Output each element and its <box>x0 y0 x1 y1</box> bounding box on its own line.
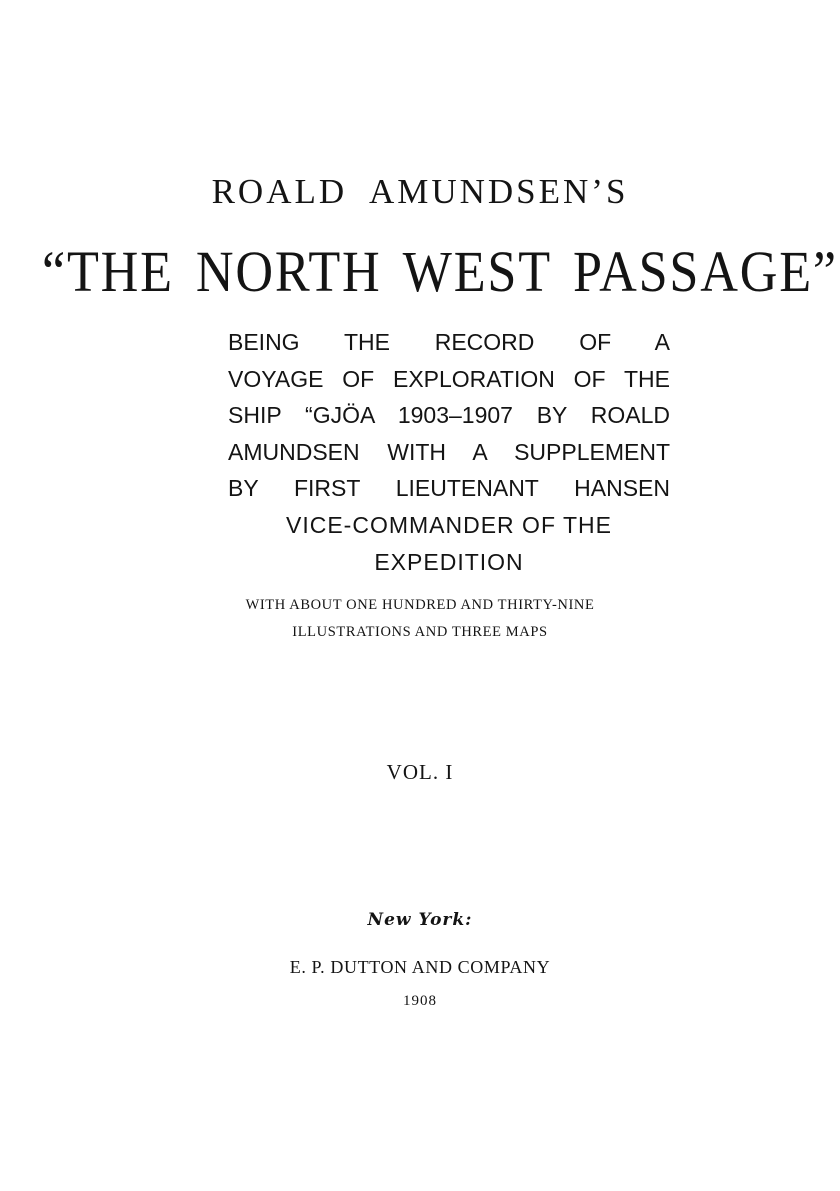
subtitle-line: VOYAGE OF EXPLORATION OF THE <box>228 365 670 392</box>
subtitle-line: AMUNDSEN WITH A SUPPLEMENT <box>228 438 670 465</box>
publication-year: 1908 <box>403 993 437 1009</box>
subtitle-line: BY FIRST LIEUTENANT HANSEN <box>228 475 670 502</box>
author-heading: ROALD AMUNDSEN’S <box>211 172 629 211</box>
subtitle-line: BEING THE RECORD OF A <box>228 329 670 355</box>
publication-place: New York: <box>367 910 473 930</box>
subtitle-line: SHIP “GJÖA 1903–1907 BY ROALD <box>228 402 670 429</box>
volume-number: VOL. I <box>386 760 454 784</box>
book-title: “THE NORTH WEST PASSAGE” <box>42 239 838 304</box>
illustrations-note: WITH ABOUT ONE HUNDRED AND THIRTY-NINE <box>245 597 595 613</box>
subtitle-line: VICE-COMMANDER OF THE <box>286 511 612 538</box>
subtitle-line: EXPEDITION <box>374 548 524 575</box>
illustrations-note: ILLUSTRATIONS AND THREE MAPS <box>292 624 548 640</box>
publisher-name: E. P. DUTTON AND COMPANY <box>289 957 551 977</box>
subtitle-block <box>228 324 670 580</box>
